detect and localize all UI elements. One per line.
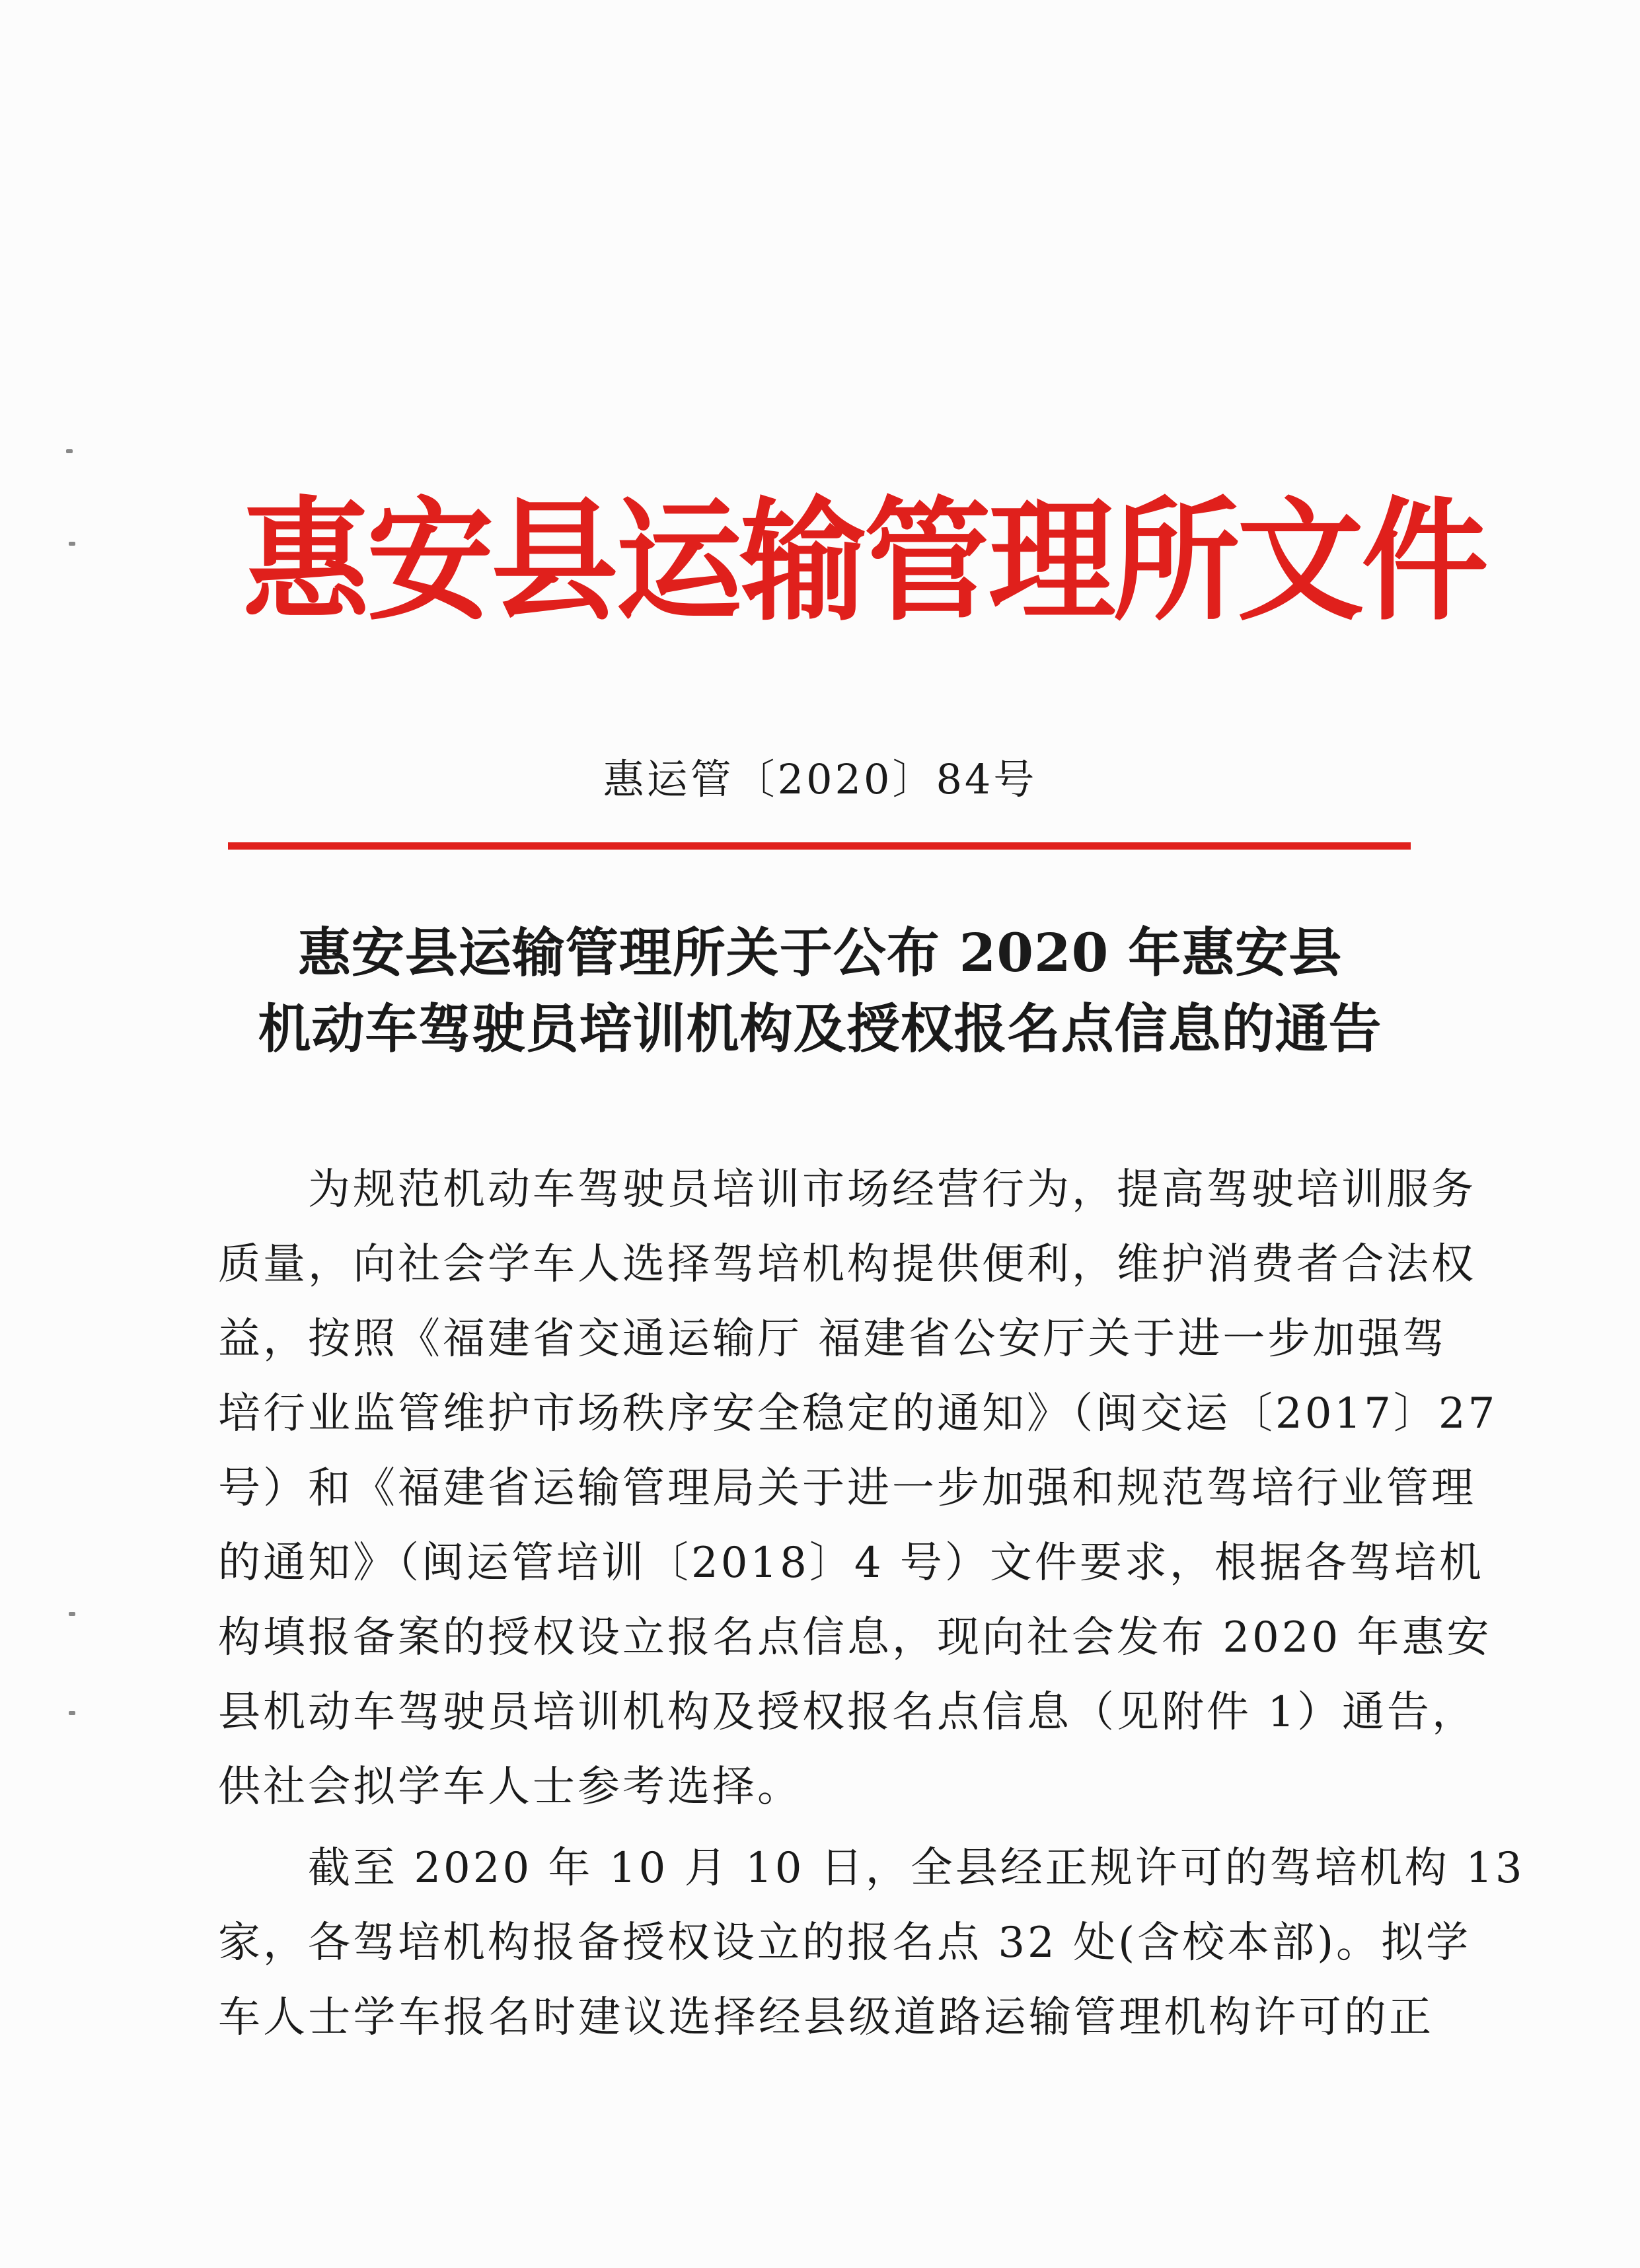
red-separator-line [228, 842, 1411, 850]
body-line: 质量，向社会学车人选择驾培机构提供便利，维护消费者合法权 [218, 1240, 1476, 1289]
scan-mark [66, 449, 73, 453]
scan-mark [69, 542, 75, 546]
document-number: 惠运管〔2020〕84号 [603, 755, 1037, 803]
title-line: 机动车驾驶员培训机构及授权报名点信息的通告 [258, 998, 1382, 1060]
document-body [218, 1153, 1525, 2055]
scan-mark [69, 1711, 75, 1715]
body-line: 车人士学车报名时建议选择经县级道路运输管理机构许可的正 [218, 1993, 1434, 2042]
scan-mark [69, 1612, 75, 1616]
body-line: 构填报备案的授权设立报名点信息，现向社会发布 2020 年惠安 [218, 1613, 1492, 1662]
paragraph-gap [218, 1825, 1434, 1831]
body-line: 截至 2020 年 10 月 10 日，全县经正规许可的驾培机构 13 [218, 1844, 1525, 1893]
body-line: 供社会拟学车人士参考选择。 [218, 1763, 802, 1811]
body-line: 为规范机动车驾驶员培训市场经营行为，提高驾驶培训服务 [218, 1165, 1476, 1214]
body-line: 益，按照《福建省交通运输厅 福建省公安厅关于进一步加强驾 [218, 1315, 1448, 1364]
body-line: 培行业监管维护市场秩序安全稳定的通知》（闽交运〔2017〕27 [218, 1389, 1498, 1438]
body-line: 号）和《福建省运输管理局关于进一步加强和规范驾培行业管理 [218, 1464, 1476, 1513]
body-line: 家，各驾培机构报备授权设立的报名点 32 处(含校本部)。拟学 [218, 1919, 1472, 1967]
body-line: 的通知》（闽运管培训〔2018〕4 号）文件要求，根据各驾培机 [218, 1539, 1484, 1588]
document-masthead: 惠安县运输管理所文件 [242, 484, 1486, 639]
title-line: 惠安县运输管理所关于公布 2020 年惠安县 [297, 922, 1343, 984]
body-line: 县机动车驾驶员培训机构及授权报名点信息（见附件 1）通告， [218, 1688, 1477, 1737]
document-title [132, 915, 1508, 1067]
